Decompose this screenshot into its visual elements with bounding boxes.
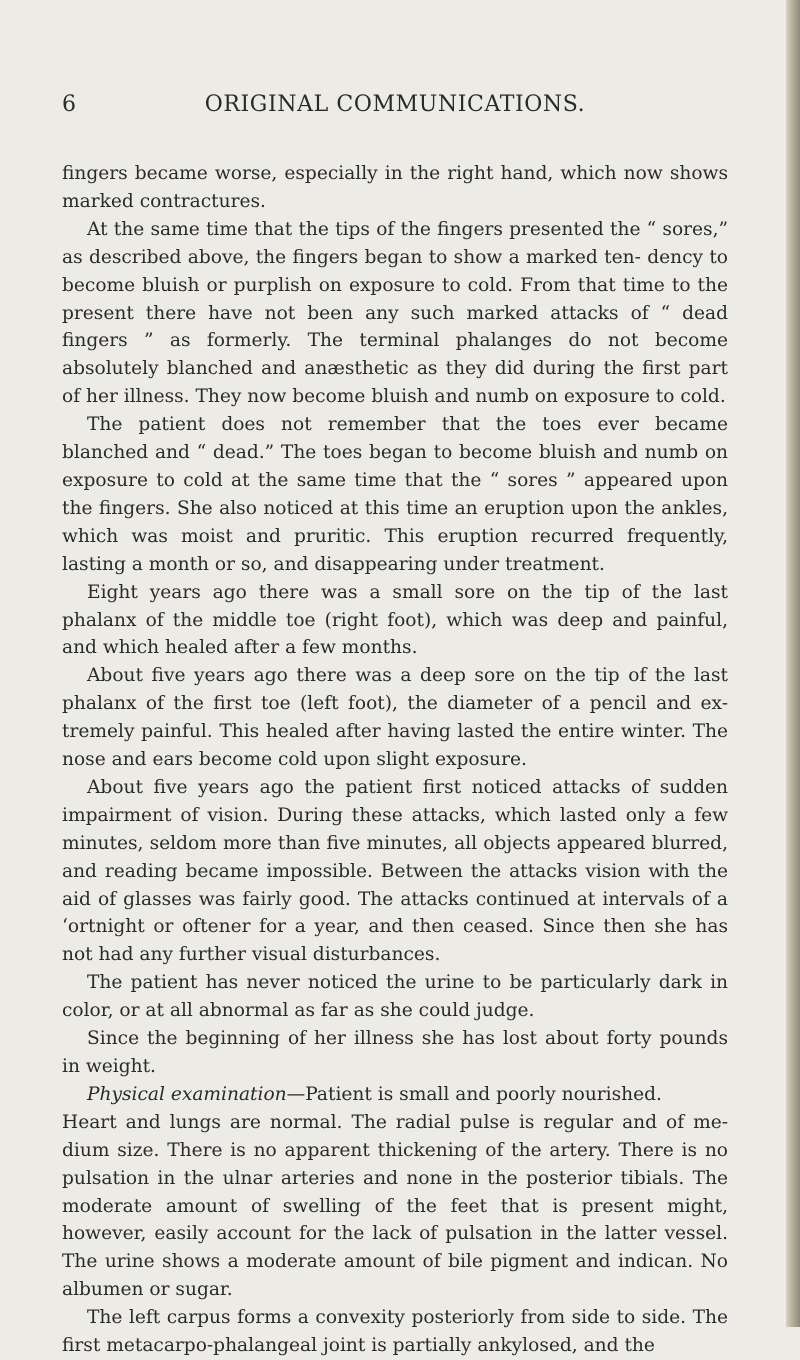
paragraph-urine: The patient has never noticed the urine to be particularly dark in color, or at all abnormal as far as she could judge. — [62, 972, 728, 1022]
paragraph-contractures: fingers became worse, especially in the right hand, which now shows marked contractures. — [62, 163, 728, 212]
paragraph-weight: Since the beginning of her illness she has lost about forty pounds in weight. — [62, 1028, 728, 1077]
page-edge-shadow — [786, 0, 800, 1327]
paragraph-physical-exam-details: Heart and lungs are normal. The radial pulse is regular and of me- dium size. There is no apparent thickening of the artery. There is no pulsation in the ulnar arteries and none in the posterior tibials. The moderate amount of swelling of the feet that is present might, however, easily account for the lack of pulsation in the latter vessel. The urine shows a moderate amount of bile pigment and indican. No albumen or sugar. — [62, 1111, 728, 1301]
paragraph-physical-exam-intro — [62, 1081, 728, 1109]
paragraph-five-years-toe: About five years ago there was a deep sore on the tip of the last phalanx of the first toe (left foot), the diameter of a pencil and ex- tremely painful. This healed after having lasted the entire winter. The nose and ears become cold upon slight exposure. — [62, 665, 728, 771]
paragraph-vision: About five years ago the patient first noticed attacks of sudden impairment of vision. During these attacks, which lasted only a few minutes, seldom more than five minutes, all objects appeared blurred, and reading became impossible. Between the attacks vision with the aid of glasses was fairly good. The attacks continued at intervals of a ‘ortnight or oftener for a year, and then ceased. Since then she has not had any further visual disturbances. — [62, 776, 728, 966]
physical-exam-lead: —Patient is small and poorly nourished. — [286, 1083, 662, 1105]
paragraph-toes: The patient does not remember that the toes ever became blanched and “ dead.” The toes began to become bluish and numb on exposure to cold at the same time that the “ sores ” appeared upon the fingers. She also noticed at this time an eruption upon the ankles, which was moist and pruritic. This eruption recurred frequently, lasting a month or so, and disappearing under treatment. — [62, 414, 728, 575]
paragraph-eight-years: Eight years ago there was a small sore on the tip of the last phalanx of the middle toe (right foot), which was deep and painful, and which healed after a few months. — [62, 581, 728, 659]
paragraph-sores-bluish: At the same time that the tips of the fingers presented the “ sores,” as described above, the fingers began to show a marked ten- dency to become bluish or purplish on exposure to cold. From that time to the present there have not been any such marked attacks of “ dead fingers ” as formerly. The terminal phalanges do not become absolutely blanched and anæsthetic as they did during the first part of her illness. They now become bluish and numb on exposure to cold. — [62, 218, 728, 408]
page-header — [62, 92, 728, 122]
physical-exam-heading: Physical examination — [87, 1083, 287, 1105]
paragraph-carpus: The left carpus forms a convexity posteriorly from side to side. The first metacarpo-phalangeal joint is partially ankylosed, and the — [62, 1307, 728, 1357]
body-text — [62, 160, 728, 1360]
running-head: ORIGINAL COMMUNICATIONS. — [204, 92, 586, 117]
page-number: 6 — [62, 92, 77, 117]
